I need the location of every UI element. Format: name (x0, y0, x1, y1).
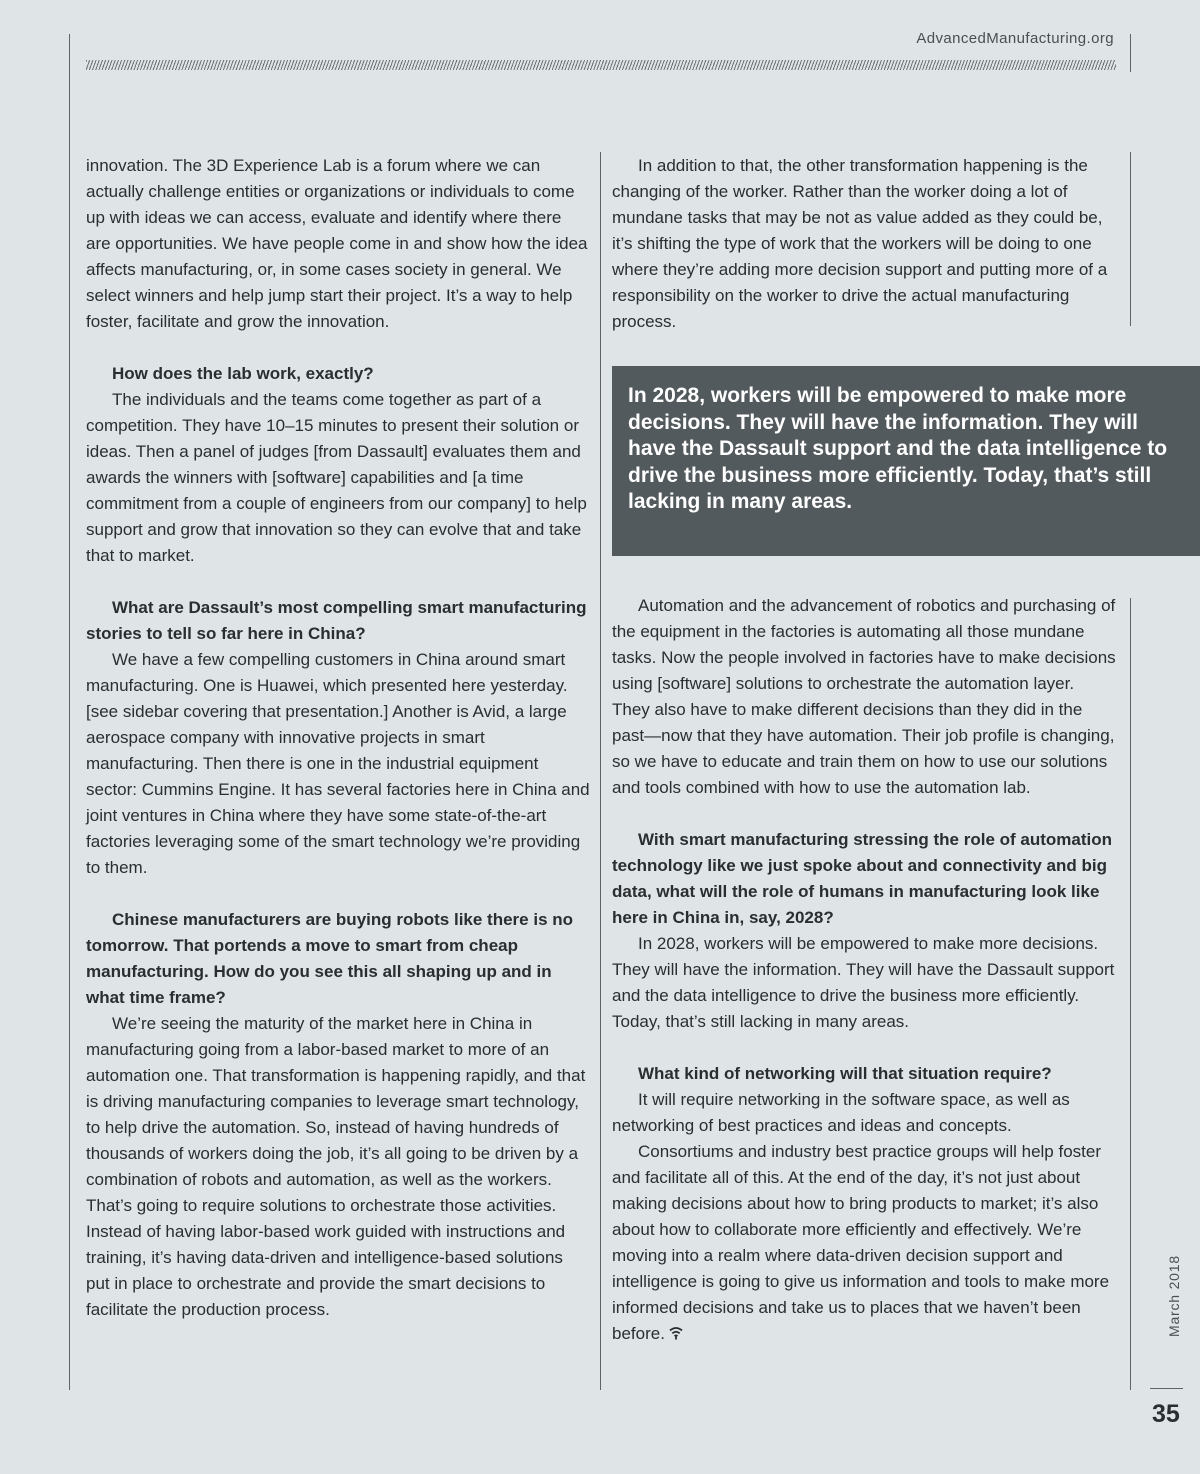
answer-role-of-humans: In 2028, workers will be empowered to make more decisions. They will have the information. They will have the Dassault support and the data intelligence to drive the business more efficiently. Today, that’s still lacking in many areas. (612, 934, 1115, 1031)
right-margin-rule-top (1130, 152, 1131, 326)
worker-transformation-paragraph: In addition to that, the other transformation happening is the changing of the worker. Rather than the worker doing a lot of mundane tasks that may be not as value added as they could be, it’s shifting the type of work that the workers will be doing to one where they’re adding more decision support and putting more of a responsibility on the worker to drive the actual manufacturing process. (612, 156, 1108, 331)
answer-lab-work: The individuals and the teams come together as part of a competition. They have 10–15 minutes to present their solution or ideas. Then a panel of judges [from Dassault] evaluates them and awards the winners with [software] capabilities and [a time commitment from a couple of engineers from our company] to help support and grow that innovation so they can evolve that and take that to market. (86, 390, 587, 565)
issue-date: March 2018 (1166, 1255, 1182, 1337)
page-number: 35 (1152, 1400, 1180, 1428)
question-networking: What kind of networking will that situation require? (638, 1064, 1052, 1083)
question-robots: Chinese manufacturers are buying robots like there is no tomorrow. That portends a move to smart from cheap manufacturing. How do you see this all shaping up and in what time frame? (86, 910, 574, 1007)
column-divider-top (600, 152, 601, 1390)
site-url[interactable]: AdvancedManufacturing.org (916, 30, 1114, 47)
left-column (86, 153, 590, 1323)
left-margin-rule (69, 34, 70, 1390)
right-column-bottom (612, 593, 1116, 1347)
question-role-of-humans: With smart manufacturing stressing the role of automation technology like we just spoke about and connectivity and big data, what will the role of humans in manufacturing look like here in China in, say, 2028? (612, 830, 1113, 927)
right-column-top (612, 153, 1116, 335)
automation-paragraph: Automation and the advancement of robotics and purchasing of the equipment in the factories is automating all those mundane tasks. Now the people involved in factories have to make decisions using [software] solutions to orchestrate the automation layer. They also have to make different decisions than they did in the past—now that they have automation. Their job profile is changing, so we have to educate and train them on how to use our solutions and tools combined with how to use the automation lab. (612, 596, 1116, 797)
answer-smart-stories: We have a few compelling customers in China around smart manufacturing. One is Huawei, which presented here yesterday. [see sidebar covering that presentation.] Another is Avid, a large aerospace company with innovative projects in smart manufacturing. Then there is one in the industrial equipment sector: Cummins Engine. It has several factories here in China and joint ventures in China where they have some state-of-the-art factories leveraging some of the smart technology we’re providing to them. (86, 650, 590, 877)
closing-paragraph (612, 1139, 1116, 1347)
header-right-rule (1130, 34, 1131, 72)
pull-quote: In 2028, workers will be empowered to make more decisions. They will have the information. They will have the Dassault support and the data intelligence to drive the business more efficiently. Today, that’s still lacking in many areas. (612, 366, 1200, 556)
closing-paragraph-text: Consortiums and industry best practice groups will help foster and facilitate all of this. At the end of the day, it’s not just about making decisions about how to bring products to market; it’s also about how to collaborate more efficiently and effectively. We’re moving into a realm where data-driven decision support and intelligence is going to give us information and tools to make more informed decisions and take us to places that we haven’t been before. (612, 1142, 1110, 1343)
answer-networking: It will require networking in the software space, as well as networking of best practices and ideas and concepts. (612, 1090, 1070, 1135)
question-lab-work: How does the lab work, exactly? (112, 364, 374, 383)
answer-robots: We’re seeing the maturity of the market here in China in manufacturing going from a labor-based market to more of an automation one. That transformation is happening rapidly, and that is driving manufacturing companies to leverage smart technology, to help drive the automation. So, instead of having hundreds of thousands of workers doing the job, it’s all going to be driven by a combination of robots and automation, as well as the workers. That’s going to require solutions to orchestrate those activities. Instead of having labor-based work guided with instructions and training, it’s having data-driven and intelligence-based solutions put in place to orchestrate and provide the smart decisions to facilitate the production process. (86, 1014, 586, 1319)
right-margin-rule-bottom (1130, 598, 1131, 1390)
intro-paragraph: innovation. The 3D Experience Lab is a forum where we can actually challenge entities or organizations or individuals to come up with ideas we can access, evaluate and identify where there are opportunities. We have people come in and show how the idea affects manufacturing, or, in some cases society in general. We select winners and help jump start their project. It’s a way to help foster, facilitate and grow the innovation. (86, 156, 588, 331)
footer-rule (1150, 1388, 1183, 1389)
wifi-signal-icon (669, 1326, 683, 1340)
question-smart-stories: What are Dassault’s most compelling smart manufacturing stories to tell so far here in China? (86, 598, 587, 643)
header-hatch-bar (86, 60, 1116, 70)
